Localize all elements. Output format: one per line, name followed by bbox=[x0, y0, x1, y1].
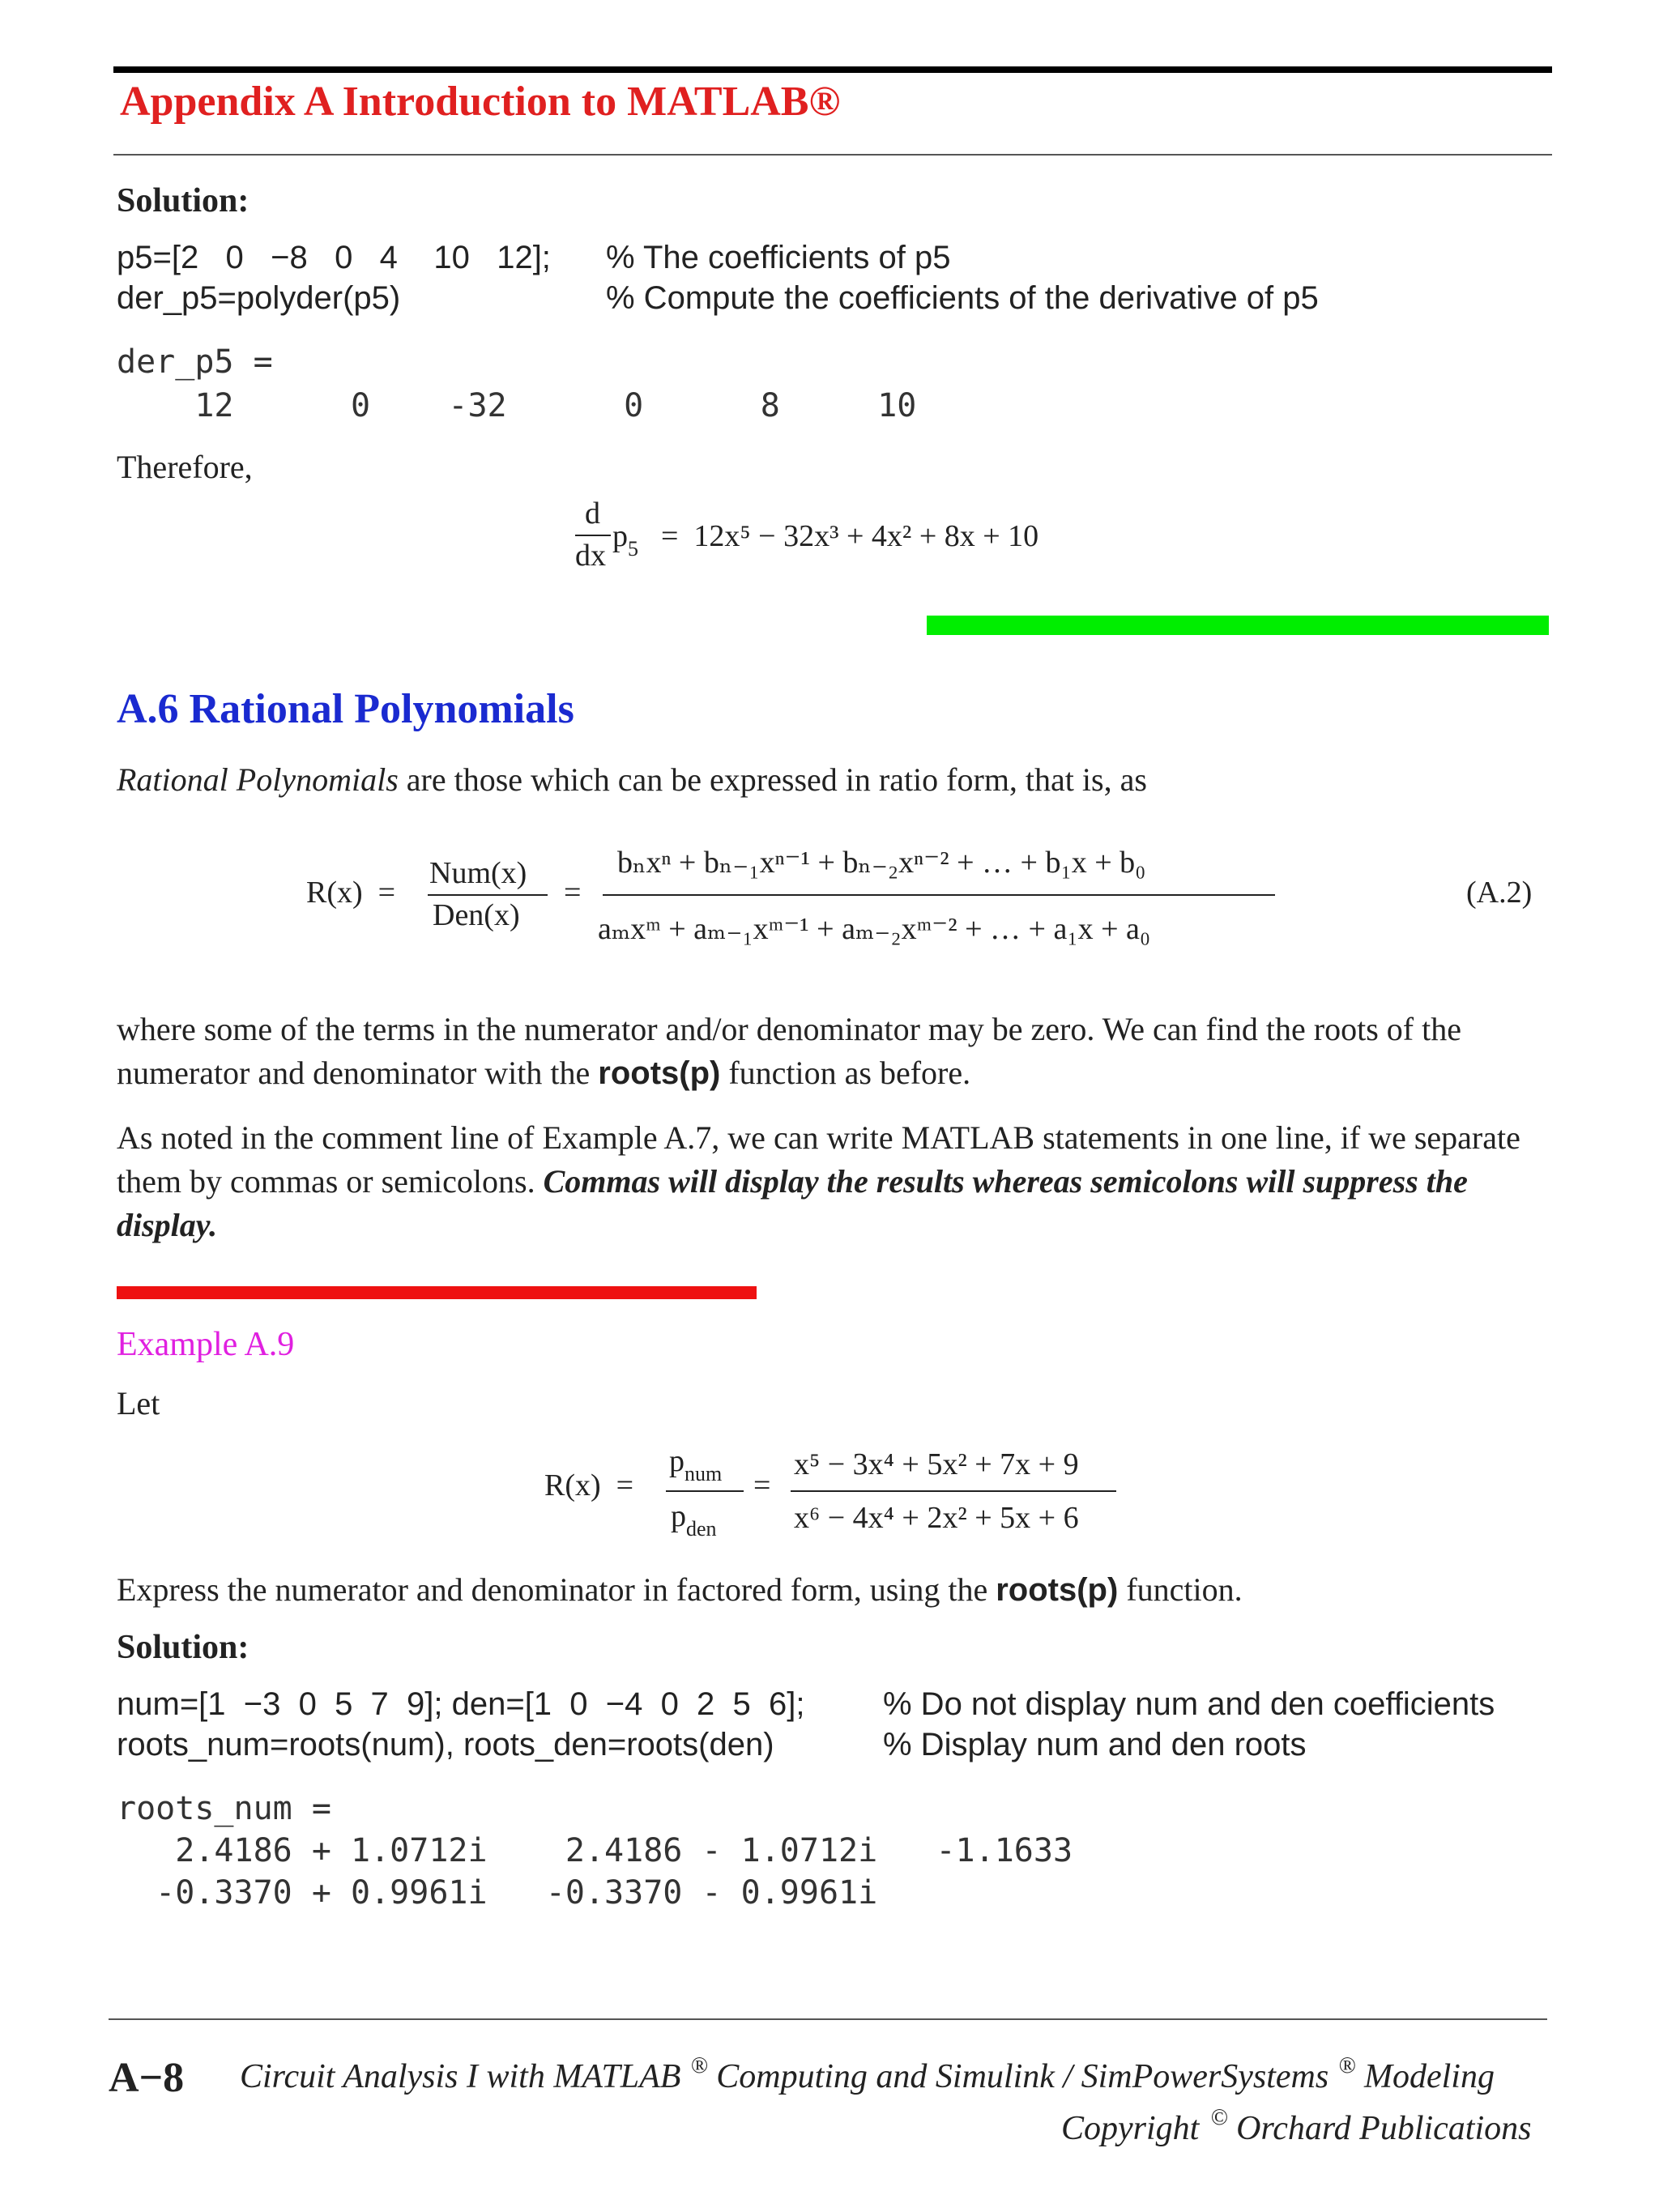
deriv-d: d bbox=[585, 497, 600, 531]
example-title: Example A.9 bbox=[117, 1326, 295, 1363]
output-name: der_p5 = bbox=[117, 343, 273, 381]
code-comment-2: % Compute the coefficients of the derivative of p5 bbox=[606, 280, 1319, 316]
example-eq-lhs: R(x) = bbox=[544, 1468, 634, 1502]
example-output-row-1: 2.4186 + 1.0712i 2.4186 - 1.0712i -1.1633 bbox=[117, 1832, 1073, 1869]
deriv-frac-line bbox=[575, 535, 611, 536]
deriv-dx: dx bbox=[575, 539, 606, 573]
code-cmd-1: p5=[2 0 −8 0 4 10 12]; bbox=[117, 240, 551, 275]
output-values: 12 0 -32 0 8 10 bbox=[117, 387, 917, 424]
footer-copyright: Copyright © Orchard Publications bbox=[1061, 2105, 1532, 2147]
eq-a2-eq: = bbox=[564, 876, 582, 910]
example-code-comment-2: % Display num and den roots bbox=[883, 1727, 1307, 1762]
eq-a2-numerator: bₙxⁿ + bₙ₋₁xⁿ⁻¹ + bₙ₋₂xⁿ⁻² + … + b₁x + b₀ bbox=[617, 846, 1146, 880]
example-output-name: roots_num = bbox=[117, 1790, 331, 1827]
example-code-cmd-2: roots_num=roots(num), roots_den=roots(den) bbox=[117, 1727, 774, 1762]
deriv-rhs: = 12x⁵ − 32x³ + 4x² + 8x + 10 bbox=[661, 519, 1039, 553]
example-eq-eq: = bbox=[753, 1468, 771, 1502]
example-let: Let bbox=[117, 1385, 160, 1421]
example-start-bar bbox=[117, 1286, 757, 1299]
footer-page-number: A−8 bbox=[109, 2055, 185, 2101]
eq-a2-denominator: aₘxᵐ + aₘ₋₁xᵐ⁻¹ + aₘ₋₂xᵐ⁻² + … + a₁x + a₀ bbox=[598, 912, 1151, 946]
example-eq-pnum: $p_{num}$ bbox=[669, 1444, 723, 1485]
end-of-solution-bar bbox=[927, 616, 1549, 635]
header-bottom-rule bbox=[113, 154, 1552, 156]
example-frac2 bbox=[791, 1490, 1116, 1492]
code-comment-1: % The coefficients of p5 bbox=[606, 240, 951, 275]
example-frac1 bbox=[666, 1490, 744, 1492]
footer-rule bbox=[109, 2018, 1547, 2020]
example-code-comment-1: % Do not display num and den coefficients bbox=[883, 1686, 1495, 1722]
example-eq-numerator: x⁵ − 3x⁴ + 5x² + 7x + 9 bbox=[794, 1447, 1079, 1481]
section-title: A.6 Rational Polynomials bbox=[117, 686, 574, 732]
code-cmd-2: der_p5=polyder(p5) bbox=[117, 280, 401, 316]
eq-a2-num: Num(x) bbox=[429, 856, 527, 890]
eq-a2-den: Den(x) bbox=[433, 898, 520, 932]
example-solution-label: Solution: bbox=[117, 1629, 249, 1666]
example-code-cmd-1: num=[1 −3 0 5 7 9]; den=[1 0 −4 0 2 5 6]; bbox=[117, 1686, 805, 1722]
example-output-row-2: -0.3370 + 0.9961i -0.3370 - 0.9961i bbox=[117, 1874, 878, 1912]
eq-a2-label: (A.2) bbox=[1466, 876, 1533, 910]
running-header: Appendix A Introduction to MATLAB® bbox=[120, 79, 841, 125]
example-eq-pden: $p_{den}$ bbox=[671, 1499, 717, 1541]
header-top-rule bbox=[113, 66, 1552, 73]
footer-book-title: Circuit Analysis I with MATLAB ® Computing and Simulink / SimPowerSystems ® Modeling bbox=[240, 2053, 1495, 2095]
eq-a2-frac1 bbox=[428, 894, 548, 896]
para-roots: where some of the terms in the numerator and/or denominator may be zero. We can find the roots of the numerator and denominator with the roots(p) function as before. bbox=[117, 1011, 1461, 1091]
solution-label: Solution: bbox=[117, 182, 249, 219]
therefore-text: Therefore, bbox=[117, 449, 253, 485]
para-commas: As noted in the comment line of Example A.7, we can write MATLAB statements in one line, if we separate them by commas or semicolons. Commas will display the results whereas semicolons will suppress the display. bbox=[117, 1119, 1520, 1243]
deriv-p: $p_5$ bbox=[612, 519, 638, 560]
eq-a2-lhs: R(x) = bbox=[306, 876, 396, 910]
section-intro: Rational Polynomials are those which can be expressed in ratio form, that is, as bbox=[117, 761, 1147, 798]
eq-a2-frac2 bbox=[603, 894, 1275, 896]
example-eq-denominator: x⁶ − 4x⁴ + 2x² + 5x + 6 bbox=[794, 1501, 1079, 1535]
example-task: Express the numerator and denominator in factored form, using the roots(p) function. bbox=[117, 1571, 1243, 1608]
